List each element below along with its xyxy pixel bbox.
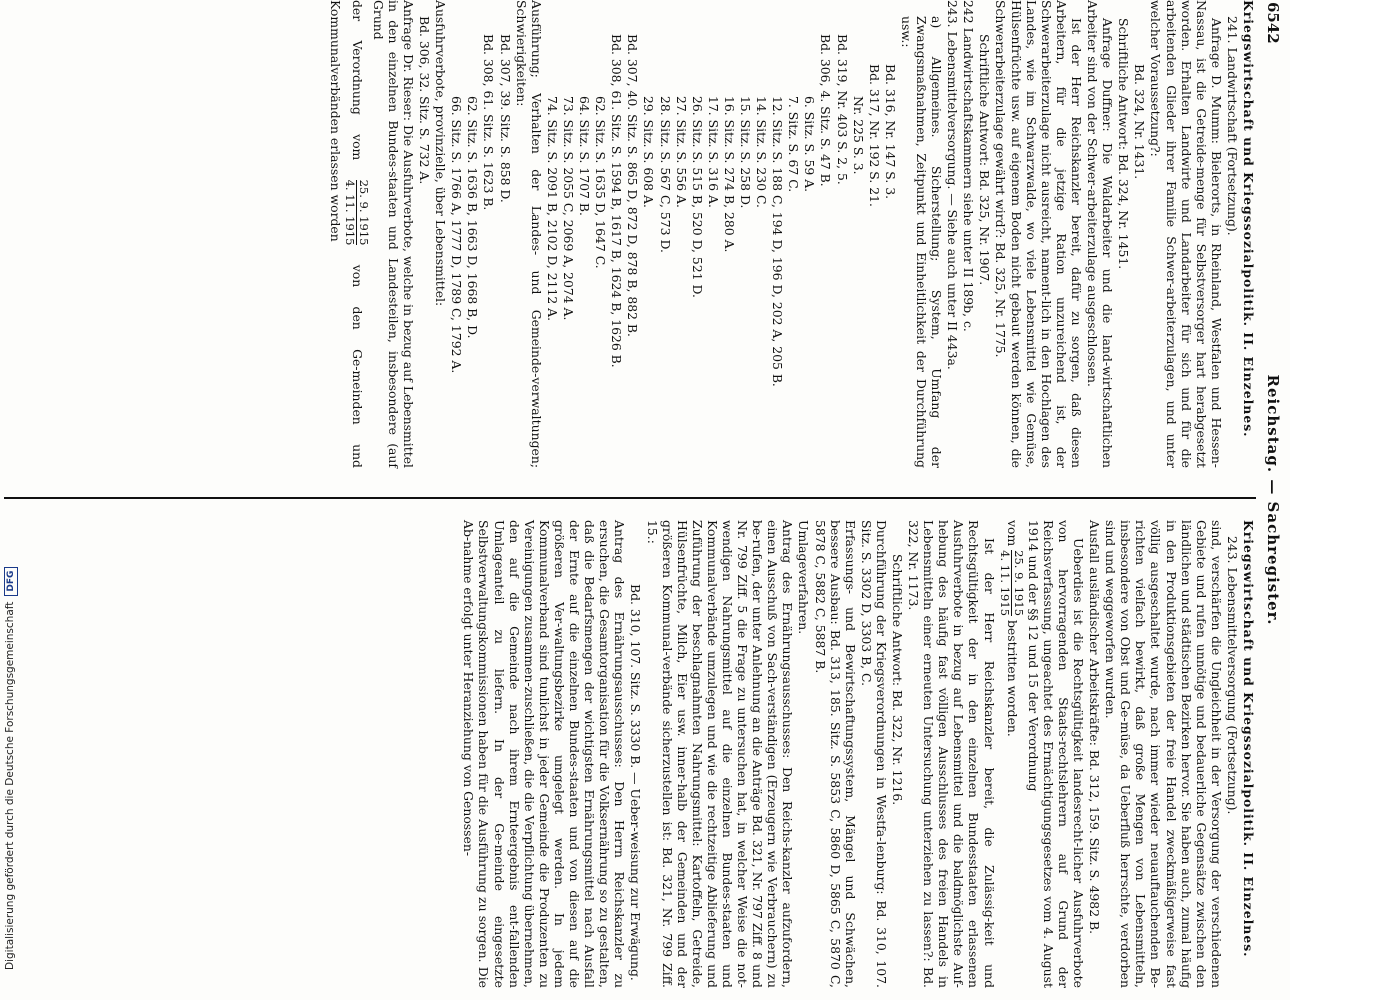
reference-line: Bd. 306, 4. Sitz. S. 47 B. — [818, 34, 834, 187]
entry-paragraph: Ueberdies ist die Rechtsgültigkeit landesrecht-licher Ausfuhrverbote von hervorragenden Staats-rechtslehrern auf Grund der Reichsverfassung, ungeachtet des Ermächtigungsgesetzes vom 4. August 1914 und der §§ 12 und 15 der Verordnung — [1025, 520, 1086, 988]
reference-line: 28. Sitz. S. 567 C, 573 D. — [657, 96, 673, 253]
reference-line: 62. Sitz. S. 1636 B, 1663 D, 1668 B, D. — [465, 96, 481, 339]
entry-paragraph: Ist der Herr Reichskanzler bereit, die Zulässig-keit und Rechtsgültigkeit der in den einzelnen Bundesstaaten erlassenen Ausfuhrverbote in bezug auf Lebensmittel und die baldmöglichste Auf-hebung des häufig fast völligen Ausschlusses des freien Handels in Lebensmitteln einer erneuten Untersuchung unterziehen zu lassen?: Bd. 322, Nr. 1173. — [906, 520, 997, 988]
reference-line: 73. Sitz. S. 2055 C, 2069 A, 2074 A. — [560, 96, 576, 321]
reference-line: Bd. 308, 61. Sitz. S. 1594 B, 1617 B, 1624 B, 1626 B. — [609, 34, 625, 368]
entry-paragraph: Anfrage D. Mumm: Bielerorts, in Rheinland, Westfalen und Hessen-Nassau, ist die Getreide-menge für Selbstversorger hart herabgesetzt worden. Erhalten Landwirte und Landarbeiter für sich und für die arbeitenden Glieder ihrer Familie Schwer-arbeiterzulagen, und unter welcher Voraussetzung?: — [1148, 0, 1224, 468]
reference-line: 29. Sitz. S. 608 A. — [641, 96, 657, 208]
running-title: Reichstag. — Sachregister. — [1264, 374, 1282, 626]
reference-line: Bd. 308, 61. Sitz. S. 1623 B. — [481, 34, 497, 211]
date-fraction — [343, 180, 370, 246]
fraction-suffix: von den Ge-meinden und Kommunalverbänden erlassen worden — [327, 0, 365, 468]
dfg-logo: DFG — [4, 567, 18, 596]
entry-paragraph: 242 Landwirtschaftskammern siehe unter II 189b, c. — [961, 0, 977, 332]
fraction-prefix: der Verordnung vom — [349, 0, 365, 161]
reference-line: Bd. 317, Nr. 192 S. 21. — [866, 64, 882, 207]
reference-line: Schriftliche Antwort: Bd. 325, Nr. 1907. — [977, 34, 993, 286]
section-subheading: 243. Lebensmittelversorgung (Fortsetzung). — [1224, 536, 1240, 815]
reference-line: Bd. 310, 107. Sitz. S. 3330 B. — Ueber-weisung zur Erwägung. — [628, 584, 644, 981]
reference-line: 62. Sitz. S. 1635 D, 1647 C. — [593, 96, 609, 269]
reference-line: Bd. 307, 39. Sitz. S. 858 D. — [497, 34, 513, 203]
reference-line: 17. Sitz. S. 316 A. — [705, 96, 721, 208]
entry-paragraph: Anfrage Dr. Rieser: Die Ausfuhrverbote, welche in bezug auf Lebensmittel in den einzelnen Bundes-staaten und Landesteilen, insbesondere (auf Grund — [370, 0, 417, 468]
entry-paragraph: 243. Lebensmittelversorgung. — Siehe auch unter II 443a. — [945, 0, 961, 370]
reference-line: Bd. 324, Nr. 1431. — [1132, 64, 1148, 180]
entry-paragraph: Ausfall ausländischer Arbeitskräfte: Bd. 312, 159. Sitz. S. 4982 B. — [1087, 520, 1103, 935]
reference-line: Schriftliche Antwort: Bd. 322, Nr. 1216. — [890, 554, 906, 806]
left-column — [327, 0, 1256, 468]
reference-line: 66. Sitz. S. 1766 A, 1777 D, 1789 C, 1792 A. — [449, 96, 465, 374]
credit-text: Digitalisierung gefördert durch die Deutsche Forschungsgemeinschaft — [4, 601, 16, 970]
entry-paragraph: Anfrage Duffner: Die Waldarbeiter und die land-wirtschaftlichen Arbeiter sind von der Schwer-arbeiterzulage ausgeschlossen. — [1085, 0, 1116, 468]
entry-paragraph: Ausführung; Verhalten der Landes- und Gemeinde-verwaltungen; Schwierigkeiten: — [513, 0, 544, 468]
reference-line: 7. Sitz. S. 67 C. — [786, 96, 802, 193]
section-heading: Kriegswirtschaft und Kriegssozialpolitik. II. Einzelnes. — [1241, 0, 1256, 438]
reference-line: Nr. 225 S. 3. — [850, 96, 866, 175]
reference-line: 12. Sitz. S. 188 C, 194 D, 196 D, 202 A, 205 B. — [770, 96, 786, 387]
date-fraction-line — [998, 520, 1025, 988]
reference-line: 74. Sitz. S. 2091 B, 2102 D, 2112 A. — [544, 96, 560, 322]
reference-line: 14. Sitz. S. 230 C. — [754, 96, 770, 208]
date-fraction — [998, 550, 1025, 616]
fraction-lower: 4. 11. 1915 — [342, 179, 357, 246]
entry-paragraph: Ausfuhrverbote, provinzielle, über Lebensmittel: — [433, 0, 449, 307]
reference-line: 6. Sitz. S. 59 A. — [802, 96, 818, 193]
date-fraction-line — [328, 0, 370, 468]
entry-paragraph: Antrag des Ernährungsausschusses: Den Herrn Reichskanzler zu ersuchen, die Gesamtorganisation für die Volksernährung so zu gestalten, daß die Bedarfsmengen der wichtigsten Ernährungsmittel nach Ausfall der Ernte auf die einzelnen Bundes-staaten und von diesen auf die größeren Ver-waltungsbezirke umgelegt werden. In jedem Kommunalverband sind tunlichst in jeder Gemeinde die Produzenten zu Vereinigungen zusammen-zuschließen, die die Verpflichtung übernehmen, den auf die Gemeinde nach ihrem Ernteergebnis ent-fallenden Umlageanteil zu liefern. In der Ge-meinde eingesetzte Selbstverwaltungskommissionen haben für die Ausführung zu sorgen. Die Ab-nahme erfolgt unter Heranziehung von Genossen- — [461, 520, 628, 988]
page-header — [1258, 0, 1286, 1000]
fraction-upper: 25. 9. 1915 — [1011, 550, 1026, 617]
subsection-heading: Umlageverfahren. — [796, 520, 812, 635]
entry-paragraph: Schriftliche Antwort: Bd. 324, Nr. 1451. — [1116, 18, 1132, 270]
entry-paragraph: Ist der Herr Reichskanzler bereit, dafür zu sorgen, daß diesen Arbeitern, für die jetzige Ration unzureichend ist, der Schwerarbeiterzulage nicht ausreicht, nament-lich in den Hochlagen des Landes, wie im Schwarzwalde, wo viele Lebensmittel wie Gemüse, Hülsenfrüchte usw. auf eigenem Boden nicht gebaut werden können, die Schwerarbeiterzulage gewährt wird?: Bd. 325, Nr. 1775. — [993, 0, 1084, 468]
fraction-suffix: bestritten worden. — [1004, 619, 1020, 737]
column-divider — [4, 497, 1256, 499]
reference-line: 64. Sitz. S. 1707 B. — [577, 96, 593, 216]
section-heading: Kriegswirtschaft und Kriegssozialpolitik. II. Einzelnes. — [1241, 520, 1256, 958]
digitization-credit — [0, 0, 20, 1000]
entry-paragraph: a) Allgemeines. Sicherstellung; System, Umfang der Zwangsmaßnahmen, Zeitpunkt und Einheitlichkeit der Durchführung usw.: — [898, 16, 945, 468]
entry-paragraph: Antrag des Ernährungsausschusses: Den Reichs-kanzler aufzufordern, einen Ausschuß von Sach-verständigen (Erzeugern wie Verbrauchern) zu be-rufen, der unter Anlehnung an die Anträge Bd. 321, Nr. 797 Ziff. 8 und Nr. 799 Ziff. 5 die Frage zu untersuchen hat, in welcher Weise die not-wendigen Nahrungsmittel auf die einzelnen Bundes-staaten und Kommunalverbände umzulegen und wie die rechtzeitige Ablieferung und Zuführung der beschlagnahmten Nahrungsmittel: Kartoffeln, Getreide, Hülsenfrüchte, Milch, Eier usw. inner-halb der Gemeinden und der größeren Kommunal-verbände sicherzustellen ist: Bd. 321, Nr. 799 Ziff. 15.: — [644, 520, 796, 988]
entry-paragraph: sind, verschärfen die Ungleichheit in der Versorgung der verschiedenen Gebiete und rufen unnötige und bedauerliche Gegensätze zwischen den ländlichen und städtischen Bezirken hervor. Sie haben auch, zumal häufig in den Produktionsgebieten der freie Handel zweckmäßigerweise fast völlig ausgeschaltet wurde, nach immer wieder neuauftauchenden Be-richten vielfach bewirkt, daß große Mengen von Lebensmitteln, insbesondere von Obst und Ge-müse, da Ueberfluß herrschte, verdorben sind und weggeworfen wurden. — [1103, 520, 1224, 988]
reference-line: 26. Sitz. S. 515 B, 520 D, 521 D. — [689, 96, 705, 298]
entry-paragraph: Durchführung der Kriegsverordnungen in Westfa-lenburg: Bd. 310, 107. Sitz. S. 3302 D, 3303 B, C. — [858, 520, 889, 988]
reference-line: Bd. 319, Nr. 403 S. 2, 5. — [834, 34, 850, 185]
page-number: 6542 — [1264, 2, 1282, 44]
reference-line: 16. Sitz. S. 274 B, 280 A. — [721, 96, 737, 253]
reference-line: 27. Sitz. S. 556 A. — [673, 96, 689, 208]
reference-line: Bd. 307, 40. Sitz. S. 865 D, 872 D, 878 B, 882 B. — [625, 34, 641, 337]
section-subheading: 241. Landwirtschaft (Fortsetzung). — [1224, 16, 1240, 236]
reference-line: 15. Sitz. S. 258 D. — [738, 96, 753, 209]
reference-line: Bd. 306, 32. Sitz. S. 732 A. — [417, 16, 433, 185]
reference-line: Bd. 316, Nr. 147 S. 3. — [882, 64, 898, 200]
fraction-prefix: vom — [1004, 520, 1020, 547]
fraction-lower: 4. 11. 1915 — [997, 550, 1012, 617]
fraction-upper: 25. 9. 1915 — [356, 179, 371, 246]
right-column — [460, 520, 1256, 988]
entry-paragraph: Erfassungs- und Bewirtschaftungssystem, Mängel und Schwächen, bessere Ausbau: Bd. 313, 185. Sitz. S. 5853 C, 5860 D, 5865 C, 5870 C, 5878 C, 5882 C, 5887 B. — [812, 520, 858, 988]
